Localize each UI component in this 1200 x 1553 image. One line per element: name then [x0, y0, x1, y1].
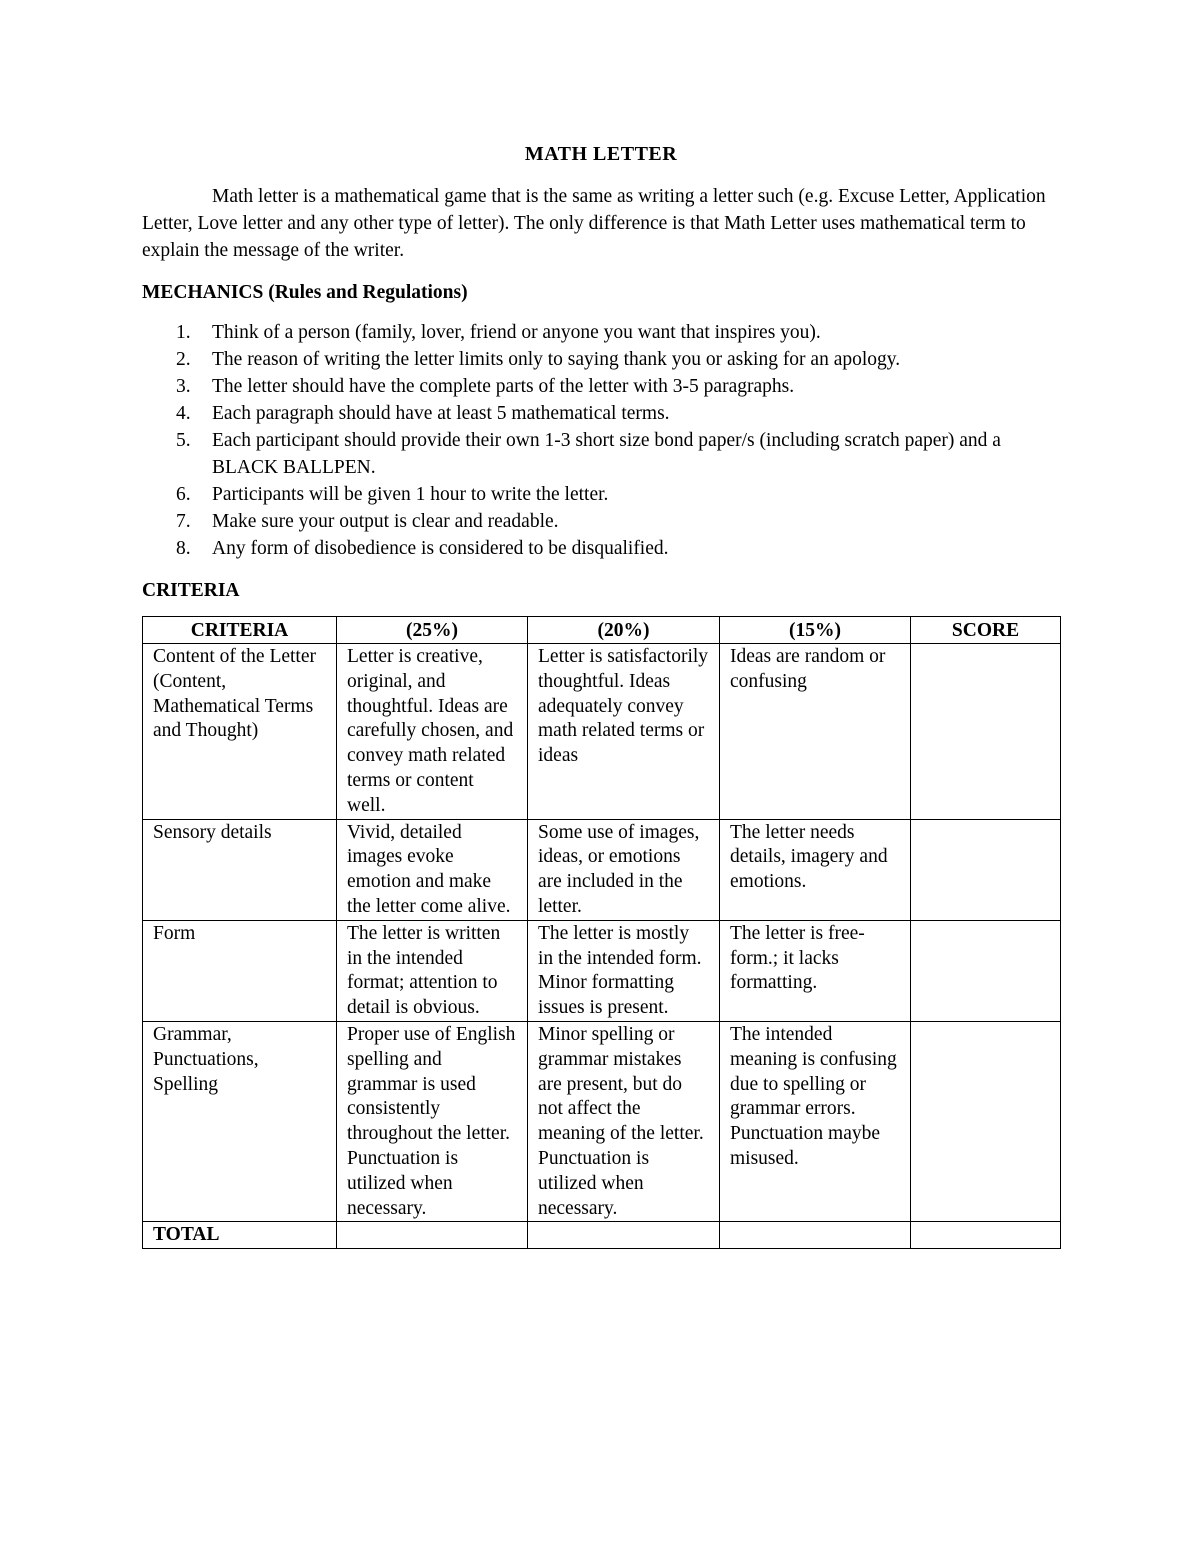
list-item-text: Participants will be given 1 hour to write the letter. [212, 484, 609, 505]
list-item [142, 346, 1060, 373]
list-item-number: 7. [176, 511, 191, 532]
score-cell [911, 920, 1061, 1021]
table-row [143, 819, 1061, 920]
table-cell: Some use of images, ideas, or emotions are included in the letter. [528, 819, 720, 920]
table-cell: The intended meaning is confusing due to spelling or grammar errors. Punctuation maybe misused. [720, 1021, 911, 1221]
list-item-text: Think of a person (family, lover, friend or anyone you want that inspires you). [212, 322, 821, 343]
list-item [142, 319, 1060, 346]
rules-list [142, 319, 1060, 562]
list-item [142, 373, 1060, 400]
list-item [142, 400, 1060, 427]
list-item [142, 481, 1060, 508]
mechanics-heading: MECHANICS (Rules and Regulations) [142, 282, 468, 303]
header-15-percent: (15%) [720, 617, 911, 644]
table-row [143, 920, 1061, 1021]
table-cell: The letter is mostly in the intended form. Minor formatting issues is present. [528, 920, 720, 1021]
table-cell: Letter is creative, original, and thoughtful. Ideas are carefully chosen, and convey math related terms or content well. [337, 644, 528, 820]
list-item-text: Any form of disobedience is considered to be disqualified. [212, 538, 669, 559]
list-item-number: 3. [176, 376, 191, 397]
intro-paragraph: Math letter is a mathematical game that is the same as writing a letter such (e.g. Excuse Letter, Application Letter, Love letter and any other type of letter). The only difference is that Math Letter uses mathematical term to explain the message of the writer. [142, 186, 1046, 261]
list-item-number: 2. [176, 349, 191, 370]
table-cell: Ideas are random or confusing [720, 644, 911, 820]
list-item-number: 8. [176, 538, 191, 559]
total-label: TOTAL [143, 1222, 337, 1249]
list-item-number: 4. [176, 403, 191, 424]
criteria-heading: CRITERIA [142, 580, 240, 601]
list-item-text: Make sure your output is clear and readable. [212, 511, 559, 532]
list-item-number: 1. [176, 322, 191, 343]
header-20-percent: (20%) [528, 617, 720, 644]
list-item [142, 508, 1060, 535]
table-cell: The letter needs details, imagery and emotions. [720, 819, 911, 920]
table-cell: Letter is satisfactorily thoughtful. Ideas adequately convey math related terms or ideas [528, 644, 720, 820]
list-item-number: 6. [176, 484, 191, 505]
criteria-cell: Form [143, 920, 337, 1021]
table-cell: Vivid, detailed images evoke emotion and make the letter come alive. [337, 819, 528, 920]
score-cell [911, 1021, 1061, 1221]
table-cell: The letter is written in the intended format; attention to detail is obvious. [337, 920, 528, 1021]
list-item-text: The letter should have the complete parts of the letter with 3-5 paragraphs. [212, 376, 795, 397]
list-item-text: The reason of writing the letter limits only to saying thank you or asking for an apology. [212, 349, 901, 370]
header-score: SCORE [911, 617, 1061, 644]
header-25-percent: (25%) [337, 617, 528, 644]
list-item-text: Each paragraph should have at least 5 mathematical terms. [212, 403, 670, 424]
document-title: MATH LETTER [524, 143, 678, 165]
criteria-cell: Sensory details [143, 819, 337, 920]
total-row [143, 1222, 1061, 1249]
score-cell [911, 819, 1061, 920]
table-cell [337, 1222, 528, 1249]
list-item [142, 535, 1060, 562]
table-cell: Proper use of English spelling and grammar is used consistently throughout the letter. Punctuation is utilized when necessary. [337, 1021, 528, 1221]
table-cell: The letter is free-form.; it lacks formatting. [720, 920, 911, 1021]
list-item-text: Each participant should provide their own 1-3 short size bond paper/s (including scratch paper) and a BLACK BALLPEN. [212, 430, 1001, 478]
table-cell: Minor spelling or grammar mistakes are present, but do not affect the meaning of the letter. Punctuation is utilized when necessary. [528, 1021, 720, 1221]
table-row [143, 644, 1061, 820]
table-cell [528, 1222, 720, 1249]
header-criteria: CRITERIA [143, 617, 337, 644]
list-item-number: 5. [176, 430, 191, 451]
list-item [142, 427, 1060, 481]
table-cell [720, 1222, 911, 1249]
rubric-table [142, 616, 1061, 1249]
document-page [142, 140, 1060, 1249]
criteria-cell: Content of the Letter (Content, Mathematical Terms and Thought) [143, 644, 337, 820]
criteria-cell: Grammar, Punctuations, Spelling [143, 1021, 337, 1221]
total-score-cell [911, 1222, 1061, 1249]
table-header-row [143, 617, 1061, 644]
score-cell [911, 644, 1061, 820]
table-row [143, 1021, 1061, 1221]
